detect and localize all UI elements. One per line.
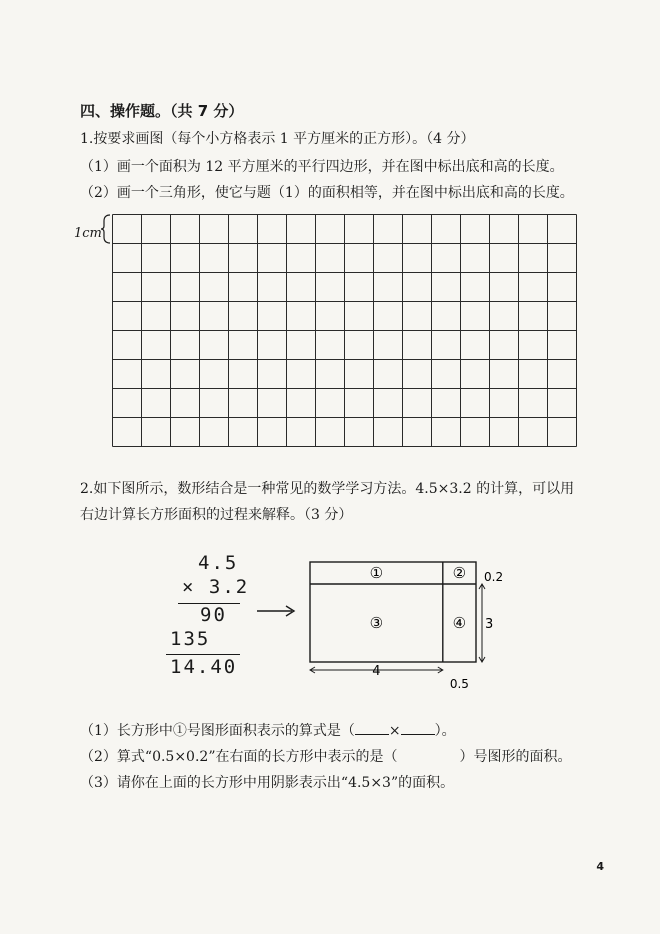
right-width-label: 0.5: [449, 677, 469, 691]
region-2-label: ②: [452, 564, 467, 582]
sub-question-1-pre: （1）长方形中①号图形面积表示的算式是（: [80, 723, 355, 739]
outer-rectangle: [310, 562, 476, 662]
sub-question-2-pre: （2）算式“0.5×0.2”在右面的长方形中表示的是（: [80, 749, 398, 765]
unit-label: 1cm: [74, 226, 102, 241]
region-3-label: ③: [369, 614, 384, 632]
calc-result: 14.40: [170, 656, 238, 678]
sub-question-2: [80, 746, 571, 766]
arrow-right-icon: [256, 604, 296, 618]
top-height-label: 0.2: [484, 570, 504, 584]
sub-question-1-post: ）。: [434, 723, 456, 739]
unit-brace: [100, 214, 112, 244]
area-rectangle-figure[interactable]: [300, 556, 510, 692]
question-1-part-1: （1）画一个面积为 12 平方厘米的平行四边形，并在图中标出底和高的长度。: [80, 159, 564, 175]
question-1-part-2: （2）画一个三角形，使它与题（1）的面积相等，并在图中标出底和高的长度。: [80, 185, 574, 201]
calc-line-2: [166, 654, 240, 655]
calc-partial-2: 135: [170, 628, 211, 650]
page-number: 4: [596, 860, 604, 873]
answer-blank-2[interactable]: [401, 722, 435, 735]
calc-multiplier: × 3.2: [182, 576, 250, 598]
section-title: 四、操作题。（共 7 分）: [80, 102, 244, 120]
question-2-stem-line-2: 右边计算长方形面积的过程来解释。（3 分）: [80, 507, 353, 523]
times-sign: ×: [388, 723, 401, 739]
bottom-height-label: 3: [485, 617, 494, 632]
calc-multiplicand: 4.5: [198, 552, 239, 574]
region-1-label: ①: [369, 564, 384, 582]
sub-question-3: （3）请你在上面的长方形中用阴影表示出“4.5×3”的面积。: [80, 775, 455, 791]
region-4-label: ④: [452, 614, 467, 632]
drawing-grid[interactable]: [112, 214, 578, 450]
sub-question-1: [80, 720, 456, 740]
answer-blank-1[interactable]: [355, 722, 389, 735]
question-2-stem-line-1: 2.如下图所示，数形结合是一种常见的数学学习方法。4.5×3.2 的计算，可以用: [80, 481, 575, 497]
left-width-label: 4: [372, 664, 381, 679]
calc-partial-1: 90: [200, 604, 227, 626]
question-1-stem: 1.按要求画图（每个小方格表示 1 平方厘米的正方形）。（4 分）: [80, 131, 475, 147]
sub-question-2-post: ）号图形的面积。: [459, 749, 572, 765]
